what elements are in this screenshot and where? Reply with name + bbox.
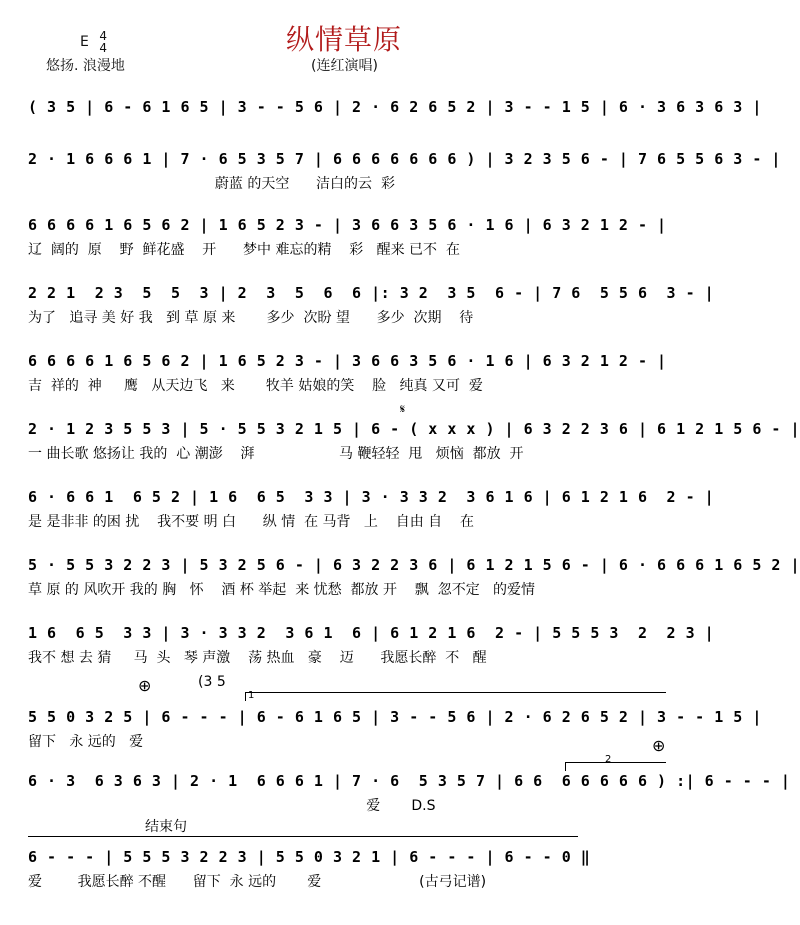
- notes-line: 6 - - - | 5 5 5 3 2 2 3 | 5 5 0 3 2 1 | 6 - - - | 6 - - 0 ‖: [28, 848, 591, 866]
- volta-bracket-1: [245, 692, 666, 701]
- score-row-8: [28, 554, 800, 600]
- score-row-4: [28, 282, 715, 328]
- score-row-9: [28, 622, 715, 668]
- ending-section-label: 结束句: [145, 819, 187, 835]
- time-top: 4: [99, 29, 107, 43]
- key-signature: [80, 30, 107, 54]
- song-title: 纵情草原: [285, 23, 402, 56]
- notes-line: 6 6 6 6 1 6 5 6 2 | 1 6 5 2 3 - | 3 6 6 3 5 6 · 1 6 | 6 3 2 1 2 - |: [28, 352, 667, 370]
- time-signature: [99, 30, 107, 54]
- key-label: E: [80, 34, 89, 50]
- notes-line: 5 5 0 3 2 5 | 6 - - - | 6 - 6 1 6 5 | 3 - - 5 6 | 2 · 6 2 6 5 2 | 3 - - 1 5 |: [28, 708, 762, 726]
- lyrics-line: 为了 追寻 美 好 我 到 草 原 来 多少 次盼 望 多少 次期 待: [28, 310, 474, 326]
- score-row-11: [28, 770, 791, 816]
- lyrics-line: 吉 祥的 神 鹰 从天边飞 来 牧羊 姑娘的笑 脸 纯真 又可 爱: [28, 378, 483, 394]
- intro-repeat-marker: (3 5: [198, 674, 226, 690]
- lyrics-line: 爱 D.S: [28, 798, 436, 814]
- ending-bracket-line: [28, 836, 578, 837]
- score-row-10: [28, 706, 762, 752]
- notes-line: 6 · 3 6 3 6 3 | 2 · 1 6 6 6 1 | 7 · 6 5 3 5 7 | 6 6 6 6 6 6 6 ) :| 6 - - - |: [28, 772, 791, 790]
- lyrics-line: [28, 122, 668, 142]
- notes-line: 2 2 1 2 3 5 5 3 | 2 3 5 6 6 |: 3 2 3 5 6 - | 7 6 5 5 6 3 - |: [28, 284, 715, 302]
- lyrics-line: 留下 永 远的 爱: [28, 734, 144, 750]
- notes-line: 2 · 1 2 3 5 5 3 | 5 · 5 5 3 2 1 5 | 6 - ( x x x ) | 6 3 2 2 3 6 | 6 1 2 1 5 6 - |: [28, 420, 800, 438]
- score-row-12: [28, 846, 668, 892]
- tempo-marking: 悠扬. 浪漫地: [46, 58, 125, 74]
- notes-line: 6 · 6 6 1 6 5 2 | 1 6 6 5 3 3 | 3 · 3 3 2 3 6 1 6 | 6 1 2 1 6 2 - |: [28, 488, 715, 506]
- singer-credit: (连红演唱): [311, 58, 378, 74]
- notes-line: ( 3 5 | 6 - 6 1 6 5 | 3 - - 5 6 | 2 · 6 2 6 5 2 | 3 - - 1 5 | 6 · 3 6 3 6 3 |: [28, 98, 762, 116]
- lyrics-line: 我不 想 去 猜 马 头 琴 声激 荡 热血 豪 迈 我愿长醉 不 醒: [28, 650, 487, 666]
- score-row-5: [28, 350, 668, 396]
- notes-line: 2 · 1 6 6 6 1 | 7 · 6 5 3 5 7 | 6 6 6 6 6 6 6 ) | 3 2 3 5 6 - | 7 6 5 5 6 3 - |: [28, 150, 781, 168]
- lyrics-line: 草 原 的 风吹开 我的 胸 怀 酒 杯 举起 来 忧愁 都放 开 飘 忽不定 的爱情: [28, 582, 536, 598]
- volta-2-label: 2: [605, 754, 612, 765]
- time-bottom: 4: [99, 41, 107, 55]
- volta-1-label: 1: [248, 690, 255, 701]
- score-row-6: [28, 418, 800, 464]
- lyrics-line: 爱 我愿长醉 不醒 留下 永 远的 爱 (古弓记谱): [28, 874, 487, 890]
- coda-symbol-start: ⊕: [138, 676, 152, 695]
- lyrics-line: 蔚蓝 的天空 洁白的云 彩: [28, 176, 395, 192]
- coda-symbol-jump: ⊕: [652, 736, 666, 755]
- lyrics-line: 辽 阔的 原 野 鲜花盛 开 梦中 难忘的精 彩 醒来 已不 在: [28, 242, 460, 258]
- lyrics-line: 一 曲长歌 悠扬让 我的 心 潮澎 湃 马 鞭轻轻 甩 烦恼 都放 开: [28, 446, 524, 462]
- notes-line: 1 6 6 5 3 3 | 3 · 3 3 2 3 6 1 6 | 6 1 2 1 6 2 - | 5 5 5 3 2 2 3 |: [28, 624, 715, 642]
- segno-mark: 𝄋: [400, 402, 406, 416]
- notes-line: 5 · 5 5 3 2 2 3 | 5 3 2 5 6 - | 6 3 2 2 3 6 | 6 1 2 1 5 6 - | 6 · 6 6 6 1 6 5 2 |: [28, 556, 800, 574]
- score-row-7: [28, 486, 715, 532]
- lyrics-line: 是 是非非 的困 扰 我不要 明 白 纵 情 在 马背 上 自由 自 在: [28, 514, 474, 530]
- score-row-3: [28, 214, 668, 260]
- score-row-1: [28, 96, 762, 142]
- notes-line: 6 6 6 6 1 6 5 6 2 | 1 6 5 2 3 - | 3 6 6 3 5 6 · 1 6 | 6 3 2 1 2 - |: [28, 216, 667, 234]
- score-row-2: [28, 148, 781, 194]
